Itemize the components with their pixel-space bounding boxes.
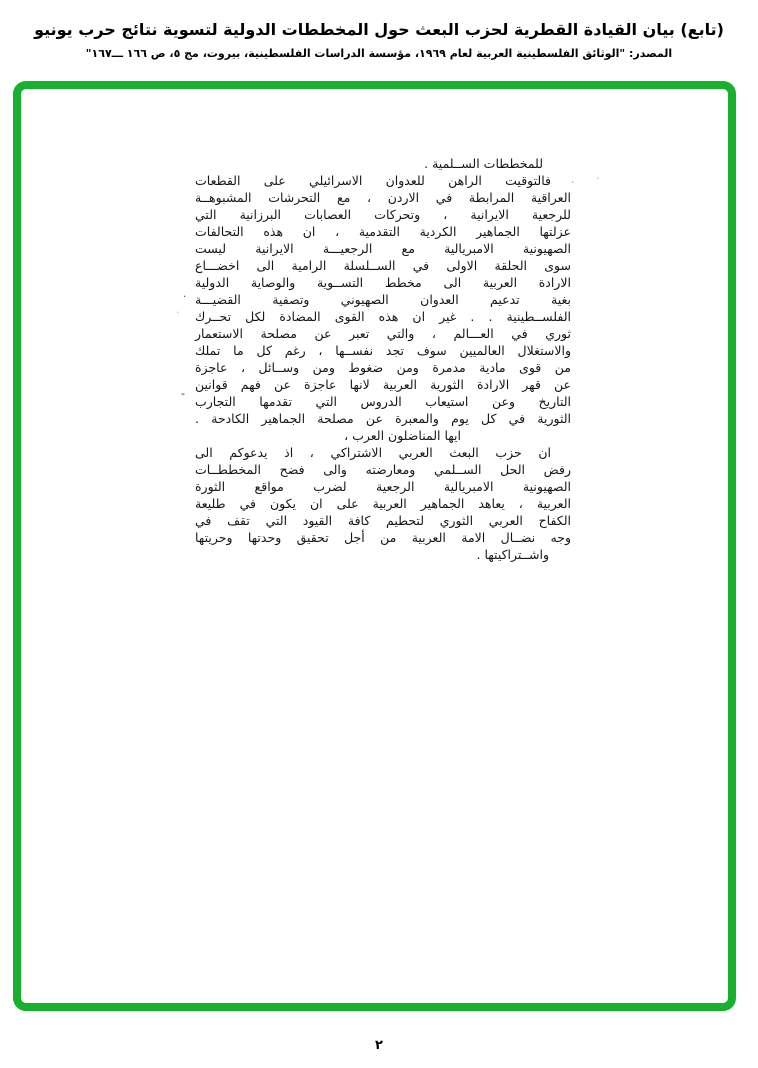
text-line: العراقية المرابطة في الاردن ، مع التحرشات المشبوهــة (195, 190, 571, 205)
text-line: وجه نضــال الامة العربية من أجل تحقيق وحدتها وحريتها (195, 530, 571, 545)
text-line: واشــتراكيتها . (476, 547, 549, 562)
text-line: الثورية في كل يوم والمعبرة عن مصلحة الجماهير الكادحة . (195, 411, 571, 426)
page-number: ٢ (375, 1038, 383, 1053)
scan-artifact-dot: · (176, 306, 180, 319)
text-line: عن قهر الارادة الثورية العربية لانها عاجزة عن فهم قوانين (195, 377, 571, 392)
text-line: فالتوقيت الراهن للعدوان الاسرائيلي على القطعات (195, 173, 551, 188)
text-line: للرجعية الايرانية ، وتحركات العصابات البرزانية التي (195, 207, 571, 222)
scan-artifact-dot: · (183, 290, 187, 303)
text-line: الكفاح العربي الثوري لتحطيم كافة القيود التي تقف في (195, 513, 571, 528)
text-line: والاستغلال العالميين سوف تجد نفســها ، رغم كل ما تملك (195, 343, 571, 358)
scanned-text-block (195, 155, 571, 563)
scan-artifact-dot: · (596, 172, 600, 185)
text-line: ان حزب البعث العربي الاشتراكي ، اذ يدعوكم الى (195, 445, 551, 460)
text-line: عزلتها الجماهير الكردية التقدمية ، ان هذه التحالفات (195, 224, 571, 239)
text-line: ثوري في العـــالم ، والتي تعبر عن مصلحة الاستعمار (195, 326, 571, 341)
scan-artifact-dash: - (181, 387, 185, 400)
green-frame (13, 81, 736, 1011)
text-line: رفض الحل الســلمي ومعارضته والى فضح المخططــات (195, 462, 571, 477)
text-line: من قوى مادية مدمرة ومن ضغوط ومن وســائل ، عاجزة (195, 360, 571, 375)
scan-artifact-dot: · (571, 176, 575, 189)
source-citation: المصدر: "الوثائق الفلسطينية العربية لعام ١٩٦٩، مؤسسة الدراسات الفلسطينية، بيروت، مج ٥، ص ١٦٦ ـــ١٦٧" (85, 47, 673, 60)
page-header (0, 18, 758, 62)
text-line: الفلســطينية . . غير ان هذه القوى المضادة لكل تحــرك (195, 309, 571, 324)
text-line: العربية ، يعاهد الجماهير العربية على ان يكون في طليعة (195, 496, 571, 511)
text-line: بغية تدعيم العدوان الصهيوني وتصفية القضيـــة (195, 292, 571, 307)
text-line: الصهيونية الامبريالية مع الرجعيـــة الايرانية ليست (195, 241, 571, 256)
text-line: الارادة العربية الى مخطط التســوية والوصاية الدولية (195, 275, 571, 290)
text-line: التاريخ وعن استيعاب الدروس التي تقدمها التجارب (195, 394, 571, 409)
text-line: الصهيونية الامبريالية الرجعية لضرب مواقع الثورة (195, 479, 571, 494)
document-title: (تابع) بيان القيادة القطرية لحزب البعث حول المخططات الدولية لتسوية نتائج حرب يونيو (34, 20, 724, 39)
text-line: سوى الحلقة الاولى في الســلسلة الرامية الى اخضـــاع (195, 258, 571, 273)
text-line: ايها المناضلون العرب ، (344, 428, 461, 443)
text-line: للمخططات الســلمية . (424, 156, 543, 171)
